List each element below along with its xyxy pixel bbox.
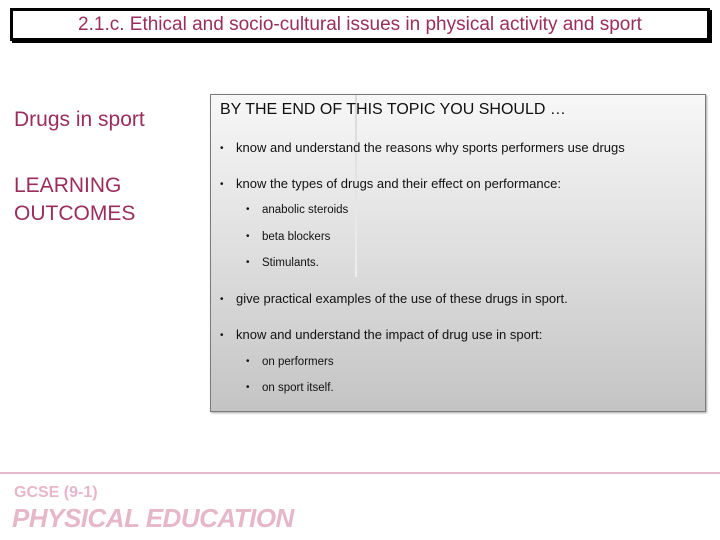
footer-qualification: GCSE (9-1) [14, 484, 98, 501]
footer-subject: PHYSICAL EDUCATION [12, 503, 294, 533]
sub-item-text: on sport itself. [262, 382, 334, 394]
bullet-icon: • [220, 330, 224, 342]
bullet-icon: • [246, 204, 250, 216]
sub-item-text: Stimulants. [262, 257, 319, 269]
panel-heading: BY THE END OF THIS TOPIC YOU SHOULD … [220, 101, 566, 118]
sub-item [246, 356, 334, 368]
outcome-text: give practical examples of the use of these drugs in sport. [236, 291, 568, 306]
footer-divider [0, 472, 720, 474]
outcome-text: know the types of drugs and their effect on performance: [236, 176, 561, 191]
sub-item [246, 231, 330, 243]
outcome-item [220, 176, 561, 191]
bullet-icon: • [220, 143, 224, 155]
topic-heading: Drugs in sport [14, 108, 145, 131]
sub-item-text: anabolic steroids [262, 204, 349, 216]
learning-outcomes-label: LEARNING OUTCOMES [14, 174, 136, 225]
bullet-icon: • [220, 179, 224, 191]
sub-item [246, 204, 348, 216]
sub-item [246, 257, 319, 269]
bullet-icon: • [246, 382, 250, 394]
outcome-item [220, 291, 568, 306]
slide-title-box [10, 8, 710, 41]
outcome-text: know and understand the impact of drug use in sport: [236, 327, 543, 342]
sub-item-text: beta blockers [262, 231, 331, 243]
bullet-icon: • [246, 231, 250, 243]
bullet-icon: • [246, 356, 250, 368]
outcome-item [220, 140, 625, 155]
outcome-text: know and understand the reasons why sports performers use drugs [236, 140, 625, 155]
slide-title: 2.1.c. Ethical and socio-cultural issues in physical activity and sport [78, 13, 642, 35]
bullet-icon: • [220, 294, 224, 306]
outcome-item [220, 327, 542, 342]
bullet-icon: • [246, 257, 250, 269]
learning-outcomes-panel [210, 94, 706, 412]
sub-item [246, 382, 334, 394]
sub-item-text: on performers [262, 356, 334, 368]
